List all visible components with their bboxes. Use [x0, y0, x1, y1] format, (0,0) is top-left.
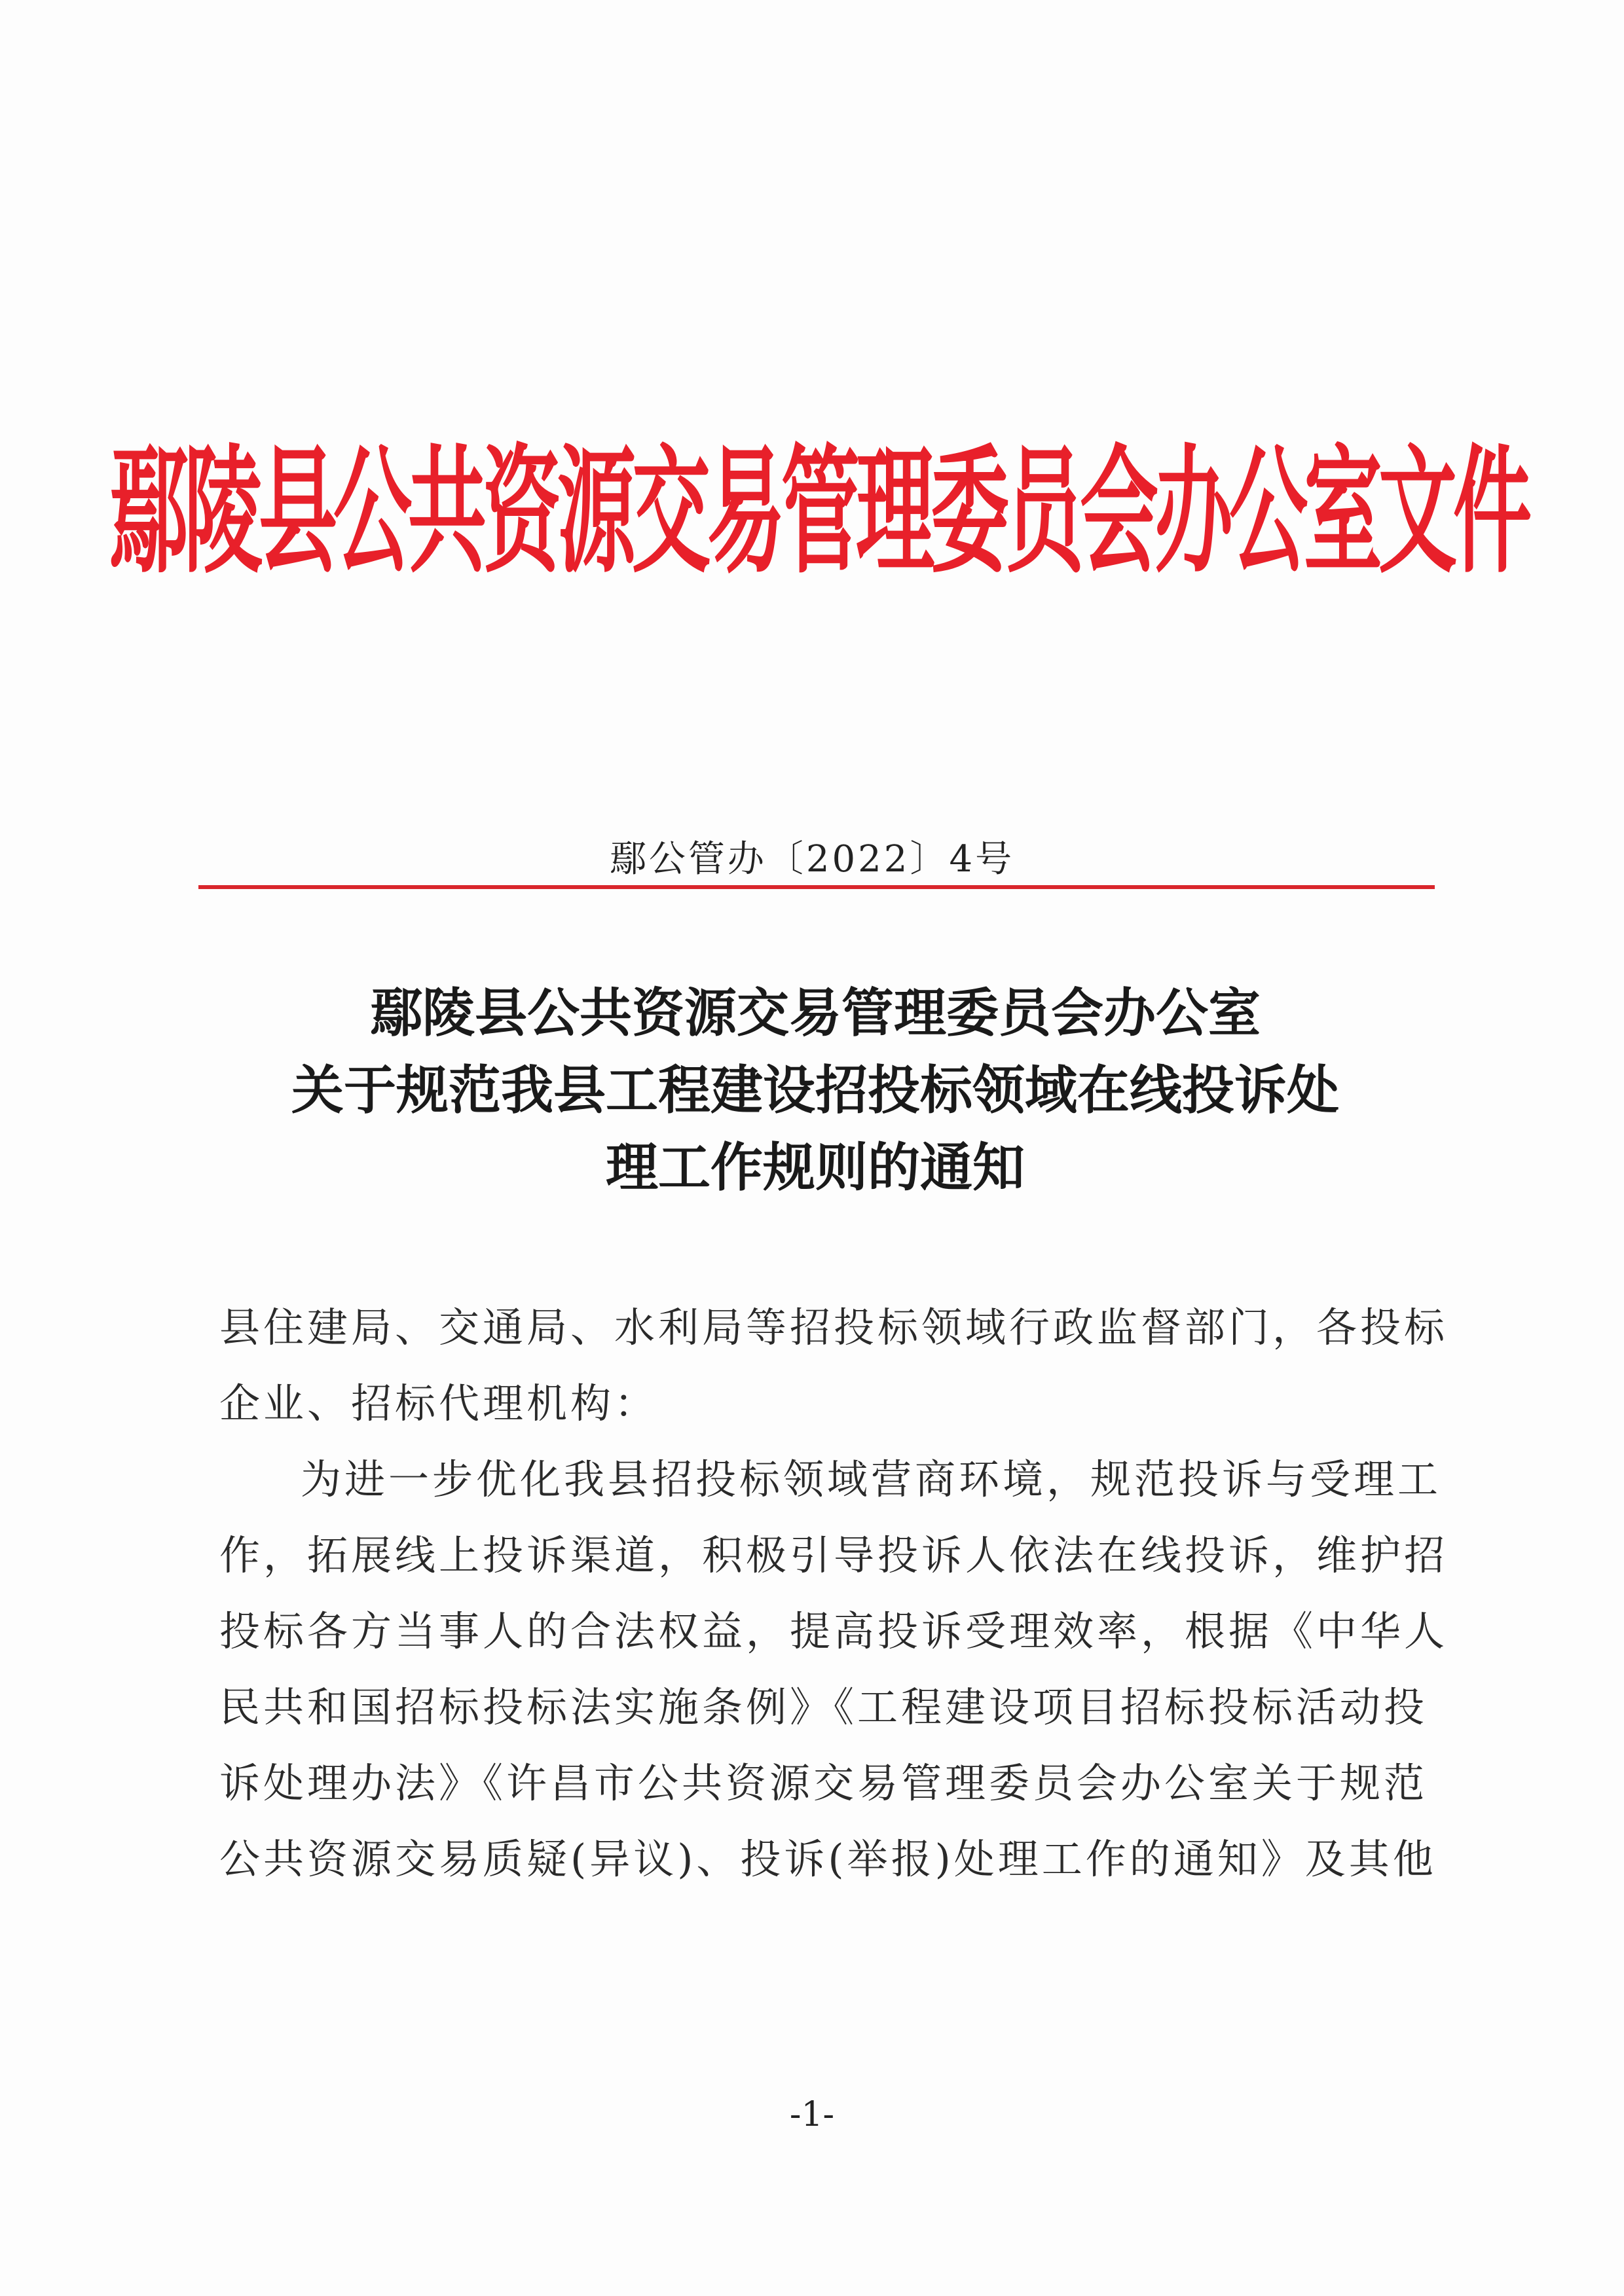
paragraph-line: 诉处理办法》《许昌市公共资源交易管理委员会办公室关于规范 — [219, 1759, 1428, 1807]
paragraph-line: 为进一步优化我县招投标领域营商环境，规范投诉与受理工 — [301, 1455, 1442, 1503]
page-number: -1- — [789, 2095, 835, 2134]
paragraph-line: 民共和国招标投标法实施条例》《工程建设项目招标投标活动投 — [219, 1683, 1428, 1731]
addressee-line: 企业、招标代理机构： — [219, 1379, 659, 1427]
document-body — [219, 1290, 1449, 1897]
paragraph-line: 公共资源交易质疑(异议)、投诉(举报)处理工作的通知》及其他 — [219, 1835, 1437, 1883]
paragraph-line: 投标各方当事人的合法权益，提高投诉受理效率，根据《中华人 — [219, 1607, 1449, 1655]
addressee-line: 县住建局、交通局、水利局等招投标领域行政监督部门，各投标 — [219, 1303, 1449, 1351]
title-line: 理工作规则的通知 — [606, 1137, 1025, 1198]
document-number: 鄢公管办〔2022〕4号 — [609, 838, 1015, 881]
red-header-banner — [109, 393, 1528, 609]
issuer-banner-text: 鄢陵县公共资源交易管理委员会办公室文件 — [109, 433, 1528, 592]
title-line: 关于规范我县工程建设招投标领域在线投诉处 — [291, 1059, 1339, 1121]
title-line: 鄢陵县公共资源交易管理委员会办公室 — [370, 982, 1261, 1044]
document-title — [196, 974, 1434, 1206]
red-separator-line — [198, 885, 1435, 889]
paragraph-line: 作，拓展线上投诉渠道，积极引导投诉人依法在线投诉，维护招 — [219, 1531, 1449, 1579]
